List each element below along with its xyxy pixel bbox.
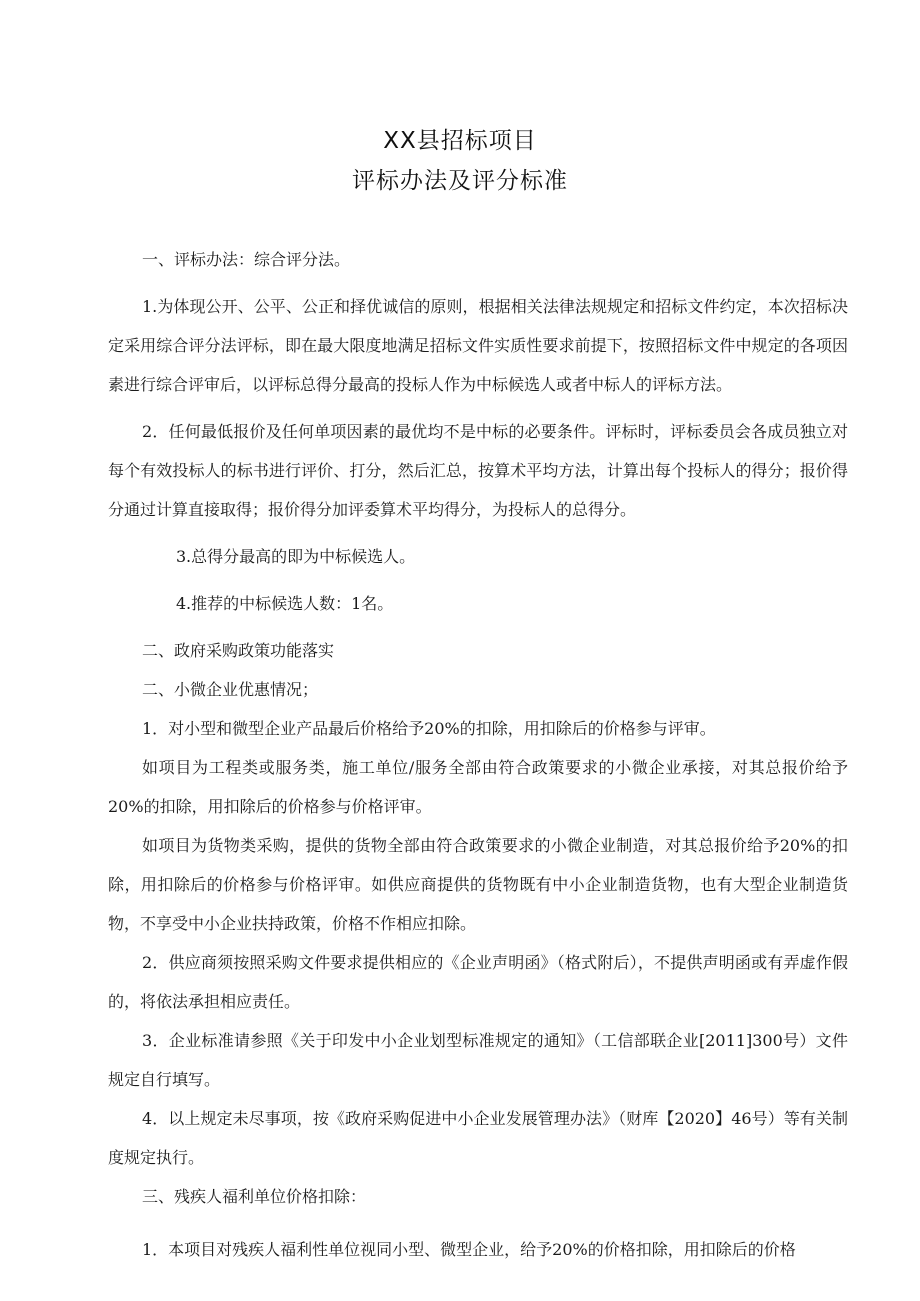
paragraph: 2．供应商须按照采购文件要求提供相应的《企业声明函》（格式附后），不提供声明函或有弄虚作假的，将依法承担相应责任。 bbox=[108, 953, 848, 1011]
paragraph: 4．以上规定未尽事项，按《政府采购促进中小企业发展管理办法》（财库【2020】46号）等有关制度规定执行。 bbox=[108, 1109, 848, 1167]
document-body bbox=[108, 240, 848, 1269]
section-heading: 三、残疾人福利单位价格扣除： bbox=[142, 1187, 367, 1206]
paragraph: 如项目为货物类采购，提供的货物全部由符合政策要求的小微企业制造，对其总报价给予20%的扣除，用扣除后的价格参与价格评审。如供应商提供的货物既有中小企业制造货物，也有大型企业制造货物，不享受中小企业扶持政策，价格不作相应扣除。 bbox=[108, 836, 848, 933]
item-number: 3 bbox=[176, 547, 187, 566]
paragraph: 2．任何最低报价及任何单项因素的最优均不是中标的必要条件。评标时，评标委员会各成员独立对每个有效投标人的标书进行评价、打分，然后汇总，按算术平均方法，计算出每个投标人的得分；报价得分通过计算直接取得；报价得分加评委算术平均得分，为投标人的总得分。 bbox=[108, 422, 848, 519]
item-text: .总得分最高的即为中标候选人。 bbox=[186, 547, 416, 566]
paragraph: 如项目为工程类或服务类，施工单位/服务全部由符合政策要求的小微企业承接，对其总报价给予20%的扣除，用扣除后的价格参与价格评审。 bbox=[108, 758, 848, 816]
paragraph: 3．企业标准请参照《关于印发中小企业划型标准规定的通知》（工信部联企业[2011]300号）文件规定自行填写。 bbox=[108, 1031, 848, 1089]
paragraph bbox=[108, 537, 848, 576]
item-text: .推荐的中标候选人数：1名。 bbox=[186, 594, 394, 613]
item-number: 4 bbox=[176, 594, 187, 613]
paragraph: 1.为体现公开、公平、公正和择优诚信的原则，根据相关法律法规规定和招标文件约定，本次招标决定采用综合评分法评标，即在最大限度地满足招标文件实质性要求前提下，按照招标文件中规定的各项因素进行综合评审后，以评标总得分最高的投标人作为中标候选人或者中标人的评标方法。 bbox=[108, 297, 848, 394]
section-heading: 一、评标办法：综合评分法。 bbox=[142, 250, 351, 269]
document-title: XX县招标项目 bbox=[383, 128, 537, 154]
paragraph: 1．对小型和微型企业产品最后价格给予20%的扣除，用扣除后的价格参与评审。 bbox=[142, 719, 716, 738]
section-heading: 二、小微企业优惠情况； bbox=[142, 680, 319, 699]
paragraph: 1．本项目对残疾人福利性单位视同小型、微型企业，给予20%的价格扣除，用扣除后的价格 bbox=[142, 1240, 796, 1259]
document-subtitle: 评标办法及评分标准 bbox=[352, 168, 568, 194]
section-heading: 二、政府采购政策功能落实 bbox=[142, 641, 335, 660]
paragraph bbox=[108, 584, 848, 623]
